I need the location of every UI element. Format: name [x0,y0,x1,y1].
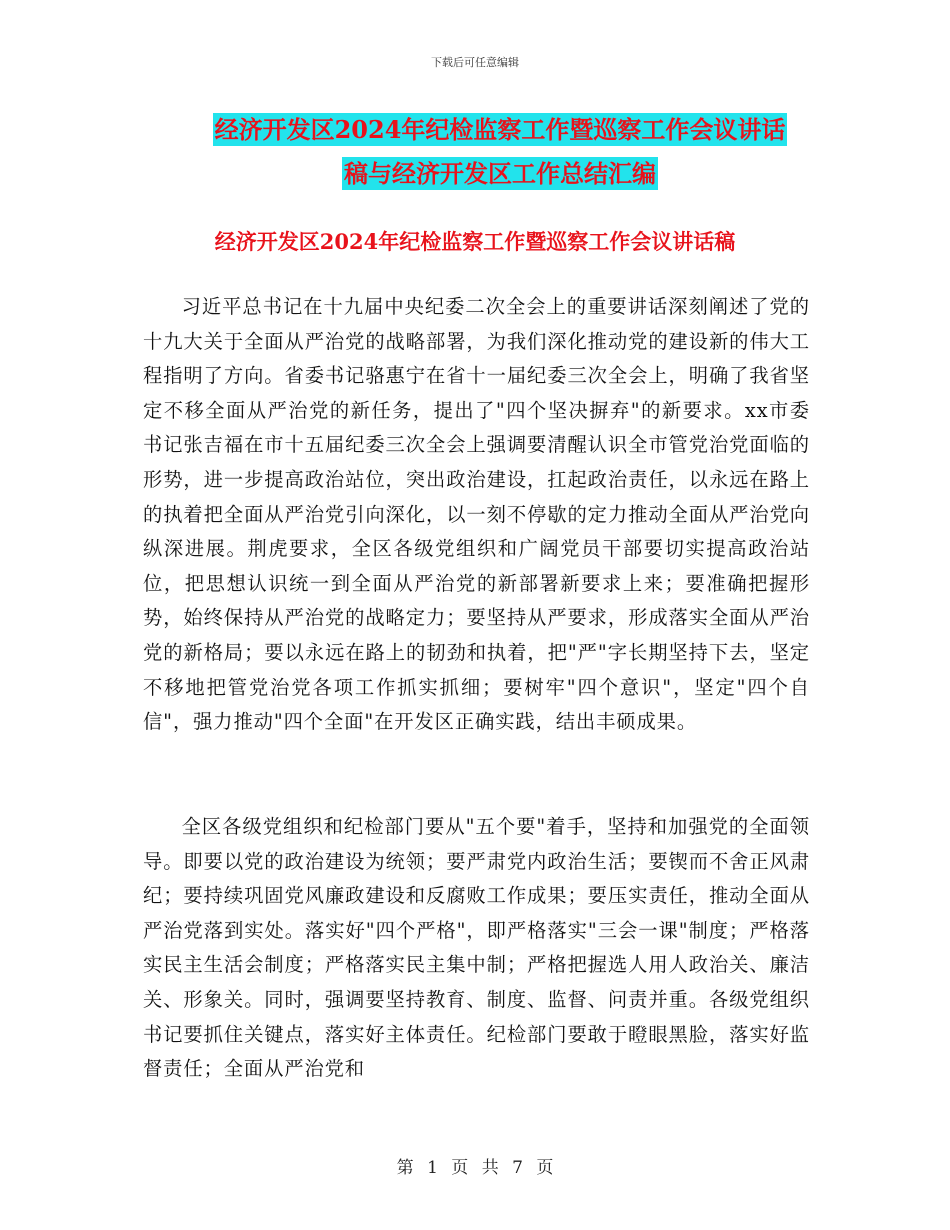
paragraph-text: 习近平总书记在十九届中央纪委二次全会上的重要讲话深刻阐述了党的十九大关于全面从严治党的战略部署，为我们深化推动党的建设新的伟大工程指明了方向。省委书记骆惠宁在省十一届纪委三次全会上，明确了我省坚定不移全面从严治党的新任务，提出了"四个坚决摒弃"的新要求。xx市委书记张吉福在市十五届纪委三次全会上强调要清醒认识全市管党治党面临的形势，进一步提高政治站位，突出政治建设，扛起政治责任，以永远在路上的执着把全面从严治党引向深化，以一刻不停歇的定力推动全面从严治党向纵深进展。荆虎要求，全区各级党组织和广阔党员干部要切实提高政治站位，把思想认识统一到全面从严治党的新部署新要求上来；要准确把握形势，始终保持从严治党的战略定力；要坚持从严要求，形成落实全面从严治党的新格局；要以永远在路上的韧劲和执着，把"严"字长期坚持下去，坚定不移地把管党治党各项工作抓实抓细；要树牢"四个意识"，坚定"四个自信"，强力推动"四个全面"在开发区正确实践，结出丰硕成果。 [143,295,810,734]
body-paragraph-1 [143,290,810,740]
body-paragraph-2 [143,810,810,1087]
section-title: 经济开发区2024年纪检监察工作暨巡察工作会议讲话稿 [214,229,736,254]
document-title-line-1 [140,106,860,154]
document-title-line-1-text: 经济开发区2024年纪检监察工作暨巡察工作会议讲话 [214,115,786,144]
document-title-line-2 [150,150,850,198]
header-note: 下载后可任意编辑 [431,56,519,69]
paragraph-text: 全区各级党组织和纪检部门要从"五个要"着手，坚持和加强党的全面领导。即要以党的政治建设为统领；要严肃党内政治生活；要锲而不舍正风肃纪；要持续巩固党风廉政建设和反腐败工作成果；要压实责任，推动全面从严治党落到实处。落实好"四个严格"，即严格落实"三会一课"制度；严格落实民主生活会制度；严格落实民主集中制；严格把握选人用人政治关、廉洁关、形象关。同时，强调要坚持教育、制度、监督、问责并重。各级党组织书记要抓住关键点，落实好主体责任。纪检部门要敢于瞪眼黑脸，落实好监督责任；全面从严治党和 [143,815,810,1081]
page-footer: 第 1 页 共 7 页 [396,1158,554,1178]
document-title-line-2-text: 稿与经济开发区工作总结汇编 [344,159,656,188]
